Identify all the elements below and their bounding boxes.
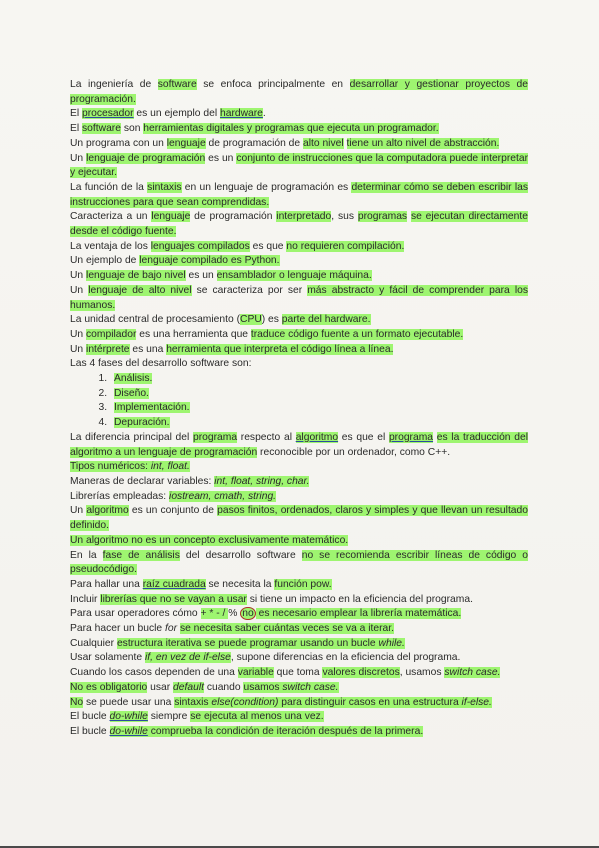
statement: [70, 210, 528, 239]
text-run: , supone diferencias en la eficiencia del programa.: [230, 652, 461, 664]
text-run: usar: [147, 681, 174, 693]
phase-label: Diseño.: [114, 387, 149, 399]
text-run: La unidad central de procesamiento (: [70, 314, 241, 326]
statement: [70, 107, 528, 122]
phase-item: [110, 401, 528, 416]
highlighted-text: algoritmo: [295, 431, 339, 443]
text-run: son: [120, 123, 144, 135]
highlighted-text: interpretado: [276, 211, 332, 223]
highlighted-text: comprueba la condición de iteración después de la primera.: [147, 725, 424, 737]
highlighted-text: No es obligatorio: [70, 681, 148, 693]
text-run: El: [70, 123, 83, 135]
text-run: Para hacer un bucle: [70, 623, 166, 635]
highlighted-text: switch case.: [444, 667, 501, 679]
highlighted-text: switch case.: [282, 681, 339, 693]
text-run: se necesita la: [205, 578, 275, 590]
highlighted-text: pasos finitos, ordenados, claros y simples y que llevan un resultado definido.: [70, 505, 528, 532]
highlighted-text: función pow.: [274, 578, 332, 590]
text-run: de programación de: [205, 137, 303, 149]
highlighted-text: algoritmo: [86, 505, 129, 517]
text-run: El bucle: [70, 725, 110, 737]
text-run: , sus: [331, 211, 358, 223]
statement: [70, 607, 528, 622]
highlighted-text: programa: [388, 431, 434, 443]
text-run: si tiene un impacto en la eficiencia del programa.: [246, 593, 473, 605]
statement: [70, 475, 528, 490]
phase-item: [110, 372, 528, 387]
phases-list: [70, 372, 528, 431]
highlighted-text: parte del hardware.: [281, 314, 371, 326]
text-run: El bucle: [70, 711, 110, 723]
text-run: Caracteriza a un: [70, 211, 152, 223]
highlighted-text: if, en vez de if-else: [144, 652, 231, 664]
highlighted-text: CPU: [240, 314, 262, 326]
highlighted-text: no requieren compilación.: [286, 240, 405, 252]
text-run: La ventaja de los: [70, 240, 151, 252]
highlighted-text: hardware: [219, 108, 263, 120]
highlighted-text: para distinguir casos en una estructura: [278, 696, 462, 708]
text-run: Usar solamente: [70, 652, 145, 664]
statement: [70, 651, 528, 666]
highlighted-text: no: [242, 608, 254, 620]
statement: [70, 696, 528, 711]
text-run: de programación: [190, 211, 277, 223]
highlighted-text: programa: [193, 431, 238, 443]
highlighted-text: do-while: [109, 711, 148, 723]
text-run: es una herramienta que: [136, 328, 251, 340]
highlighted-text: librerías que no se vayan a usar: [100, 593, 247, 605]
text-run: es una: [129, 343, 167, 355]
statements-part-1: [70, 78, 528, 372]
statement: [70, 534, 528, 549]
highlighted-text: es la traducción del algoritmo a un lenguaje de programación: [70, 431, 528, 458]
phase-item: [110, 416, 528, 431]
highlighted-text: se ejecutan directamente desde el código fuente.: [70, 211, 528, 238]
text-run: , usamos: [399, 667, 445, 679]
statement: [70, 490, 528, 505]
statement: [70, 78, 528, 107]
text-run: ) es: [261, 314, 282, 326]
highlighted-text: conjunto de instrucciones que la computadora puede interpretar y ejecutar.: [70, 152, 528, 179]
text-run: Un: [70, 152, 87, 164]
highlighted-text: software: [157, 79, 197, 90]
highlighted-text: ensamblador o lenguaje máquina.: [216, 270, 372, 282]
statement: [70, 681, 528, 696]
highlighted-text: más abstracto y fácil de comprender para los humanos.: [70, 284, 528, 311]
statement: [70, 181, 528, 210]
text-run: Un programa con un: [70, 137, 167, 149]
statement: [70, 549, 528, 578]
highlighted-text: int, float, string, char.: [214, 475, 310, 487]
text-run: es que el: [338, 431, 389, 443]
highlighted-text: herramienta que interpreta el código línea a línea.: [166, 343, 394, 355]
highlighted-text: Un algoritmo no es un concepto exclusivamente matemático.: [70, 534, 349, 546]
text-run: En la: [70, 549, 103, 561]
phase-item: [110, 387, 528, 402]
highlighted-text: se necesita saber cuántas veces se va a iterar.: [179, 623, 394, 635]
text-run: La ingeniería de: [70, 79, 158, 90]
highlighted-text: estructura iterativa se puede programar usando un bucle: [116, 637, 379, 649]
statement: [70, 137, 528, 152]
text-run: Un: [70, 270, 87, 282]
text-run: %: [228, 608, 241, 620]
statement: [70, 666, 528, 681]
highlighted-text: traduce código fuente a un formato ejecutable.: [250, 328, 464, 340]
statement: [70, 240, 528, 255]
text-run: Cualquier: [70, 637, 117, 649]
statement: [70, 343, 528, 358]
text-run: es que: [249, 240, 287, 252]
text-run: Cuando los casos dependen de una: [70, 667, 238, 679]
text-run: que toma: [273, 667, 323, 679]
text-run: Un: [70, 343, 87, 355]
statement: [70, 357, 528, 372]
highlighted-text: lenguaje: [151, 211, 191, 223]
text-run: es un: [205, 152, 237, 164]
statement: [70, 593, 528, 608]
text-run: Un ejemplo de: [70, 255, 140, 267]
statement: [70, 152, 528, 181]
highlighted-text: int, float.: [150, 461, 190, 473]
statement: [70, 725, 528, 740]
highlighted-text: lenguajes compilados: [150, 240, 250, 252]
statement: [70, 710, 528, 725]
text-run: cuando: [203, 681, 244, 693]
highlighted-text: sintaxis: [147, 181, 182, 193]
text-run: El: [70, 108, 83, 120]
text-run: La función de la: [70, 181, 148, 193]
text-run: Librerías empleadas:: [70, 490, 170, 502]
highlighted-text: no se recomienda escribir líneas de código o pseudocódigo.: [70, 549, 528, 576]
highlighted-text: No: [70, 696, 84, 708]
statement: [70, 254, 528, 269]
statement: [70, 460, 528, 475]
highlighted-text: procesador: [82, 108, 134, 120]
text-run: es un ejemplo del: [133, 108, 220, 120]
text-run: siempre: [147, 711, 191, 723]
statement: [70, 431, 528, 460]
highlighted-text: software: [82, 123, 121, 135]
statements-part-2: [70, 431, 528, 740]
notes-body: [70, 78, 528, 740]
statement: [70, 504, 528, 533]
highlighted-text: fase de análisis: [102, 549, 180, 561]
text-run: en un lenguaje de programación es: [181, 181, 352, 193]
text-run: Un: [70, 328, 87, 340]
text-run: es un: [185, 270, 217, 282]
text-run: reconocible por un ordenador, como C++.: [257, 446, 451, 458]
highlighted-text: herramientas digitales y programas que ejecuta un programador.: [143, 123, 439, 135]
text-run: se puede usar una: [83, 696, 175, 708]
text-run: se enfoca principalmente en: [196, 79, 350, 90]
highlighted-text: tiene un alto nivel de abstracción.: [346, 137, 500, 149]
text-run: es un conjunto de: [128, 505, 218, 517]
text-run: Maneras de declarar variables:: [70, 475, 215, 487]
statement: [70, 284, 528, 313]
text-run: Un: [70, 284, 89, 296]
statement: [70, 622, 528, 637]
highlighted-text: programas: [357, 211, 408, 223]
highlighted-text: variable: [237, 667, 274, 679]
highlighted-text: while.: [378, 637, 405, 649]
statement: [70, 578, 528, 593]
highlighted-text: lenguaje compilado es Python.: [139, 255, 280, 267]
text-run: Un: [70, 505, 87, 517]
highlighted-text: if-else.: [461, 696, 492, 708]
text-run: Incluir: [70, 593, 101, 605]
text-run: respecto al: [237, 431, 296, 443]
text-run: .: [262, 108, 266, 120]
text-run: Para usar operadores cómo: [70, 608, 201, 620]
highlighted-text: default: [173, 681, 204, 693]
highlighted-text: compilador: [86, 328, 137, 340]
highlighted-text: lenguaje de alto nivel: [88, 284, 192, 296]
highlighted-text: + * - /: [200, 608, 229, 620]
highlighted-text: else(condition): [211, 696, 279, 708]
statement: [70, 637, 528, 652]
statement: [70, 313, 528, 328]
highlighted-text: lenguaje de bajo nivel: [86, 270, 186, 282]
highlighted-text: do-while: [109, 725, 148, 737]
highlighted-text: usamos: [243, 681, 283, 693]
highlighted-text: valores discretos: [322, 667, 400, 679]
statement: [70, 269, 528, 284]
text-run: Para hallar una: [70, 578, 143, 590]
highlighted-text: Tipos numéricos:: [70, 461, 151, 473]
text-run: Las 4 fases del desarrollo software son:: [70, 358, 252, 370]
phase-label: Depuración.: [114, 417, 170, 429]
highlighted-text: es necesario emplear la librería matemática.: [255, 608, 462, 620]
text-run: se caracteriza por ser: [191, 284, 308, 296]
highlighted-text: determinar cómo se deben escribir las instrucciones para que sean comprendidas.: [70, 181, 528, 208]
phase-label: Implementación.: [114, 402, 190, 414]
highlighted-text: sintaxis: [174, 696, 212, 708]
text-run: del desarrollo software: [179, 549, 302, 561]
highlighted-text: iostream, cmath, string.: [169, 490, 277, 502]
highlighted-text: lenguaje de programación: [86, 152, 206, 164]
highlighted-text: intérprete: [86, 343, 130, 355]
highlighted-text: alto nivel: [302, 137, 344, 149]
highlighted-text: se ejecuta al menos una vez.: [190, 711, 324, 723]
statement: [70, 122, 528, 137]
phase-label: Análisis.: [114, 373, 153, 385]
text-run: for: [165, 623, 178, 635]
highlighted-text: lenguaje: [166, 137, 206, 149]
text-run: La diferencia principal del: [70, 431, 193, 443]
highlighted-text: raíz cuadrada: [142, 578, 206, 590]
statement: [70, 328, 528, 343]
highlighted-text: desarrollar y gestionar proyectos de programación.: [70, 79, 528, 105]
